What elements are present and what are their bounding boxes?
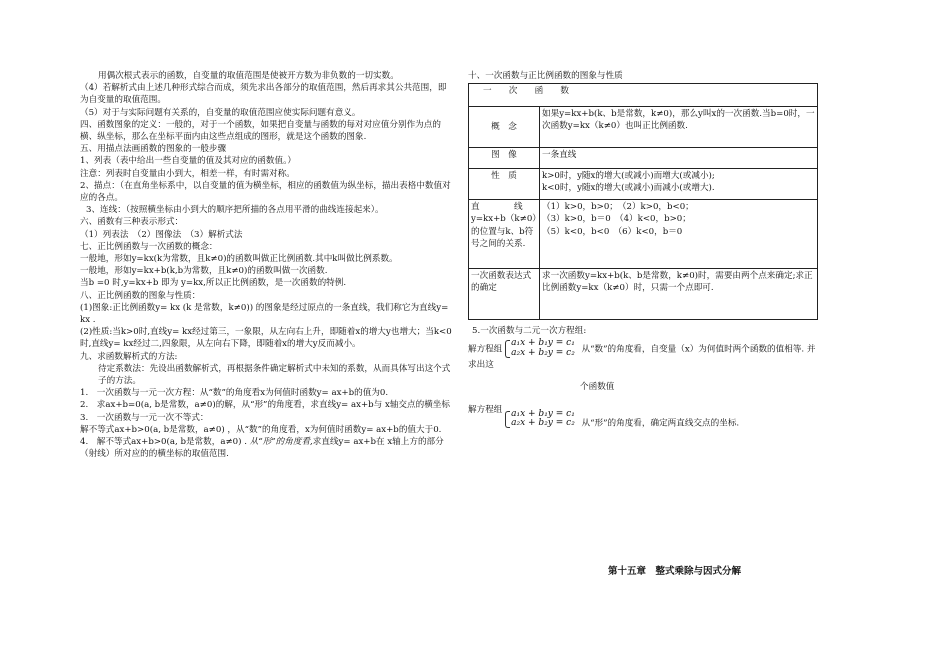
text-line [80, 436, 452, 460]
text-line: 注意：列表时自变量由小到大，相差一样，有时需对称。 [80, 168, 295, 179]
row-label: 性 质 [469, 169, 540, 200]
table-row [469, 148, 818, 169]
equation: a₂x + b₂y = c₂ [511, 348, 575, 359]
text-line: 六、函数有三种表示形式： [80, 217, 184, 228]
text-line: (2)性质:当k>0时,直线y= kx经过第三，一象限，从左向右上升，即随着x的增大y也增大；当k<0时,直线y= kx经过二,四象限，从左向右下降，即随着x的增大y反而减小。 [80, 327, 452, 350]
row-label: 图 像 [469, 148, 540, 169]
right-column [468, 70, 818, 429]
text-line: 八、正比例函数的图象与性质： [80, 290, 201, 301]
row-label: 直 线y=kx+b（k≠0）的位置与k、b符号之间的关系. [469, 200, 540, 269]
equation-system [505, 339, 575, 359]
text-line: 九、求函数解析式的方法: [80, 351, 178, 362]
table-row [469, 169, 818, 200]
system-label: 解方程组 [468, 344, 503, 355]
text-line: 一般地，形如y=kx(k为常数，且k≠0)的函数叫做正比例函数.其中k叫做比例系数。 [80, 254, 398, 265]
text-line: 个函数值 [580, 382, 615, 393]
text-line: 待定系数法：先设出函数解析式，再根据条件确定解析式中未知的系数，从而具体写出这个式子的方法。 [98, 363, 451, 387]
text-line: 四、函数图象的定义：一般的，对于一个函数，如果把自变量与函数的每对对应值分别作为点的横、纵坐标，那么在坐标平面内由这些点组成的图形，就是这个函数的图象. [80, 119, 441, 143]
row-label: 概 念 [469, 107, 540, 148]
equation: a₂x + b₂y = c₂ [511, 418, 575, 429]
text-line: 1、列表（表中给出一些自变量的值及其对应的函数值。） [80, 156, 297, 167]
text-line: 2、描点：（在直角坐标系中，以自变量的值为横坐标，相应的函数值为纵坐标，描出表格中数值对应的各点。 [80, 180, 451, 204]
text-line: 七、正比例函数与一次函数的概念： [80, 241, 218, 252]
text-line: （4）若解析式由上述几种形式综合而成，须先求出各部分的取值范围，然后再求其公共范围，即为自变量的取值范围。 [80, 83, 447, 106]
text-line: （5）对于与实际问题有关系的，自变量的取值范围应使实际问题有意义。 [80, 107, 361, 118]
table-row [469, 107, 818, 148]
row-label: 一次函数表达式的确定 [469, 269, 540, 320]
section-title: 十、一次函数与正比例函数的图象与性质 [468, 71, 623, 81]
section-5-title: 5.一次函数与二元一次方程组: [472, 326, 587, 337]
text-line: 解不等式ax+b>0(a, b是常数，a≠0) ，从“数”的角度看，x为何值时函数y= ax+b的值大于0. [80, 424, 442, 435]
row-content: 一条直线 [540, 148, 818, 169]
left-column [80, 70, 452, 461]
text-line: 2. 求ax+b=0(a, b是常数，a≠0)的解，从“形”的角度看，求直线y= ax+b与 x轴交点的横坐标 [80, 400, 450, 411]
equation-block-1 [468, 339, 818, 371]
table-row [469, 200, 818, 269]
table-row [469, 84, 818, 107]
system-description: 从“形”的角度看，确定两直线交点的坐标. [581, 418, 740, 429]
row-content: 如果y=kx+b(k、b是常数，k≠0)，那么y叫x的一次函数.当b=0时，一次函数y=kx（k≠0）也叫正比例函数. [540, 107, 818, 148]
text-line: (1)图象:正比例函数y= kx (k 是常数，k≠0)) 的图象是经过原点的一条直线，我们称它为直线y= kx . [80, 302, 449, 326]
table-header: 一 次 函 数 [469, 84, 818, 107]
equation: a₁x + b₁y = c₁ [511, 338, 575, 349]
text-line: 3、连线：（按照横坐标由小到大的顺序把所描的各点用平滑的曲线连接起来）。 [86, 205, 384, 216]
table-row [469, 269, 818, 320]
text-line: 当b =0 时,y=kx+b 即为 y=kx,所以正比例函数，是一次函数的特例. [80, 278, 347, 289]
system-label: 解方程组 [468, 404, 503, 415]
equation-system [505, 410, 575, 430]
text-line: 1. 一次函数与一元一次方程：从“数”的角度看x为何值时函数y= ax+b的值为0. [80, 388, 389, 399]
system-description: 从“数”的角度看，自变量（x）为何值时两个函数的值相等. 并求出这 [468, 344, 816, 371]
text-segment: 4. 解不等式ax+b>0(a, b是常数，a≠0) . [80, 437, 250, 448]
text-line: 用偶次根式表示的函数，自变量的取值范围是使被开方数为非负数的一切实数。 [98, 71, 399, 81]
text-segment-italic: 从“形”的角度看, [249, 437, 313, 448]
equation-block-2 [468, 404, 818, 430]
text-line: 五、用描点法画函数的图象的一般步骤 [80, 144, 227, 155]
row-content: k>0时，y随x的增大(或减小)而增大(或减小); k<0时，y随x的增大(或减小)而减小(或增大). [540, 169, 818, 200]
chapter-title: 第十五章 整式乘除与因式分解 [608, 566, 742, 577]
properties-table [468, 83, 818, 320]
row-content: （1）k>0，b>0； （2）k>0，b<0； （3）k>0，b＝0 （4）k<0，b>0； （5）k<0，b<0 （6）k<0，b＝0 [540, 200, 818, 269]
equation: a₁x + b₁y = c₁ [511, 408, 575, 419]
text-segment: 求直线y= ax+b在 x轴上方的部分（射线）所对应的的横坐标的取值范围. [80, 437, 444, 460]
text-line: （1）列表法 （2）图像法 （3）解析式法 [80, 229, 243, 240]
row-content: 求一次函数y=kx+b(k、b是常数，k≠0)时，需要由两个点来确定;求正比例函数y=kx（k≠0）时，只需一个点即可. [540, 269, 818, 320]
text-line: 3. 一次函数与一元一次不等式： [80, 412, 209, 423]
text-line: 一般地，形如y=kx+b(k,b为常数，且k≠0)的函数叫做一次函数. [80, 266, 328, 277]
